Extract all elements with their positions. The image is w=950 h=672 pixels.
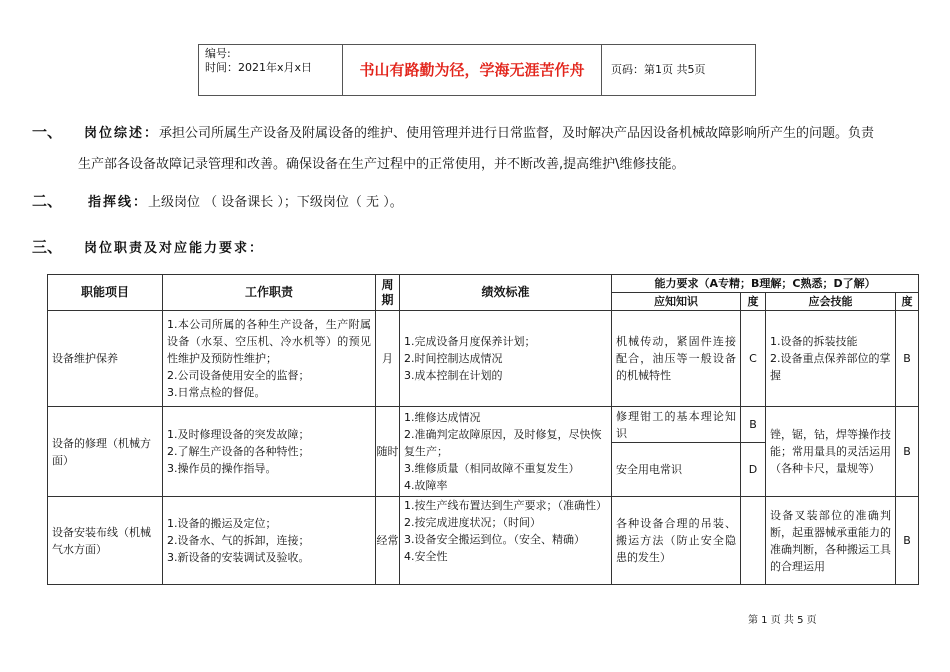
header-degree: 度 (896, 293, 919, 311)
skill-line: 2.设备重点保养部位的掌握 (770, 352, 891, 382)
standard-line: 2.准确判定故障原因，及时修复，尽快恢复生产； (404, 428, 602, 458)
document-header (198, 44, 756, 96)
row-item: 设备安装布线（机械气水方面） (48, 497, 163, 585)
standard-line: 3.成本控制在计划的 (404, 369, 503, 382)
header-item: 职能项目 (48, 275, 163, 311)
header-skill: 应会技能 (766, 293, 896, 311)
duties-table (47, 274, 919, 585)
row-item: 设备的修理（机械方面） (48, 407, 163, 497)
row-degree: B (896, 497, 919, 585)
standard-line: 3.设备安全搬运到位。（安全、精确） (404, 533, 585, 546)
header-standard: 绩效标准 (400, 275, 612, 311)
standard-line: 1.按生产线布置达到生产要求；（准确性） (404, 499, 607, 512)
duty-line: 2.设备水、气的拆卸，连接； (167, 534, 310, 547)
number-label: 编号: (205, 47, 231, 60)
header-cycle: 周期 (376, 275, 400, 311)
summary-line-1: 承担公司所属生产设备及附属设备的维护、使用管理并进行日常监督，及时解决产品因设备机械故障影响所产生的问题。负责 (159, 126, 875, 141)
section-number: 一、 (32, 123, 63, 141)
row-knowledge: 安全用电常识 (612, 443, 741, 497)
duty-line: 3.新设备的安装调试及验收。 (167, 551, 310, 564)
duty-line: 1.本公司所属的各种生产设备，生产附属设备（水泵、空压机、冷水机等）的预见性维护及预防性维护； (167, 318, 371, 365)
row-degree: B (896, 407, 919, 497)
row-degree: D (741, 443, 766, 497)
standard-line: 2.按完成进度状况；（时间） (404, 516, 541, 529)
standard-line: 1.维修达成情况 (404, 411, 481, 424)
row-cycle: 月 (376, 311, 400, 407)
row-knowledge: 各种设备合理的吊装、搬运方法（防止安全隐患的发生） (612, 497, 741, 585)
section-summary (32, 118, 922, 148)
row-standards (400, 407, 612, 497)
duty-line: 1.及时修理设备的突发故障； (167, 428, 310, 441)
header-meta (199, 45, 343, 95)
standard-line: 4.故障率 (404, 479, 448, 492)
standard-line: 1.完成设备月度保养计划； (404, 335, 536, 348)
row-degree: B (896, 311, 919, 407)
duty-line: 3.操作员的操作指导。 (167, 462, 277, 475)
row-knowledge: 机械传动，紧固件连接配合，油压等一般设备的机械特性 (612, 311, 741, 407)
page-label: 页码：第1页 共5页 (611, 63, 706, 76)
header-ability: 能力要求（A专精；B理解；C熟悉；D了解） (612, 275, 919, 293)
row-standards (400, 497, 612, 585)
header-degree: 度 (741, 293, 766, 311)
row-skill (766, 311, 896, 407)
row-cycle: 随时 (376, 407, 400, 497)
duty-line: 2.了解生产设备的各种特性； (167, 445, 310, 458)
header-knowledge: 应知知识 (612, 293, 741, 311)
footer-page-number: 第 1 页 共 5 页 (748, 615, 817, 626)
row-duties (163, 497, 376, 585)
section-command-line (32, 187, 922, 217)
row-duties (163, 311, 376, 407)
summary-line-2: 生产部各设备故障记录管理和改善。确保设备在生产过程中的正常使用，并不断改善,提高维护\维修技能。 (78, 157, 685, 172)
row-duties (163, 407, 376, 497)
duty-line: 2.公司设备使用安全的监督； (167, 369, 310, 382)
time-label: 时间：2021年x月x日 (205, 61, 313, 74)
section-duties (32, 233, 922, 263)
section-number: 二、 (32, 192, 63, 210)
row-degree: B (741, 407, 766, 443)
section-number: 三、 (32, 238, 63, 256)
row-standards (400, 311, 612, 407)
table-row (48, 407, 919, 443)
table-row (48, 497, 919, 585)
standard-line: 2.时间控制达成情况 (404, 352, 503, 365)
duty-line: 3.日常点检的督促。 (167, 386, 266, 399)
command-line-text: 上级岗位 （ 设备课长 ）；下级岗位（ 无 ）。 (148, 195, 403, 210)
header-duty: 工作职责 (163, 275, 376, 311)
standard-line: 3.维修质量（相同故障不重复发生） (404, 462, 580, 475)
section-title: 岗位综述： (84, 126, 160, 141)
row-cycle: 经常 (376, 497, 400, 585)
standard-line: 4.安全性 (404, 550, 448, 563)
section-title: 岗位职责及对应能力要求： (84, 241, 265, 256)
row-knowledge: 修理钳工的基本理论知识 (612, 407, 741, 443)
row-item: 设备维护保养 (48, 311, 163, 407)
row-skill: 设备叉装部位的准确判断，起重器械承重能力的准确判断，各种搬运工具的合理运用 (766, 497, 896, 585)
skill-line: 1.设备的拆装技能 (770, 335, 858, 348)
duty-line: 1.设备的搬运及定位； (167, 517, 277, 530)
row-skill: 锉，锯，钻，焊等操作技能；常用量具的灵活运用（各种卡尺，量规等） (766, 407, 896, 497)
table-row (48, 311, 919, 407)
row-degree: C (741, 311, 766, 407)
section-title: 指挥线： (88, 195, 149, 210)
row-degree (741, 497, 766, 585)
header-motto: 书山有路勤为径，学海无涯苦作舟 (343, 45, 602, 95)
